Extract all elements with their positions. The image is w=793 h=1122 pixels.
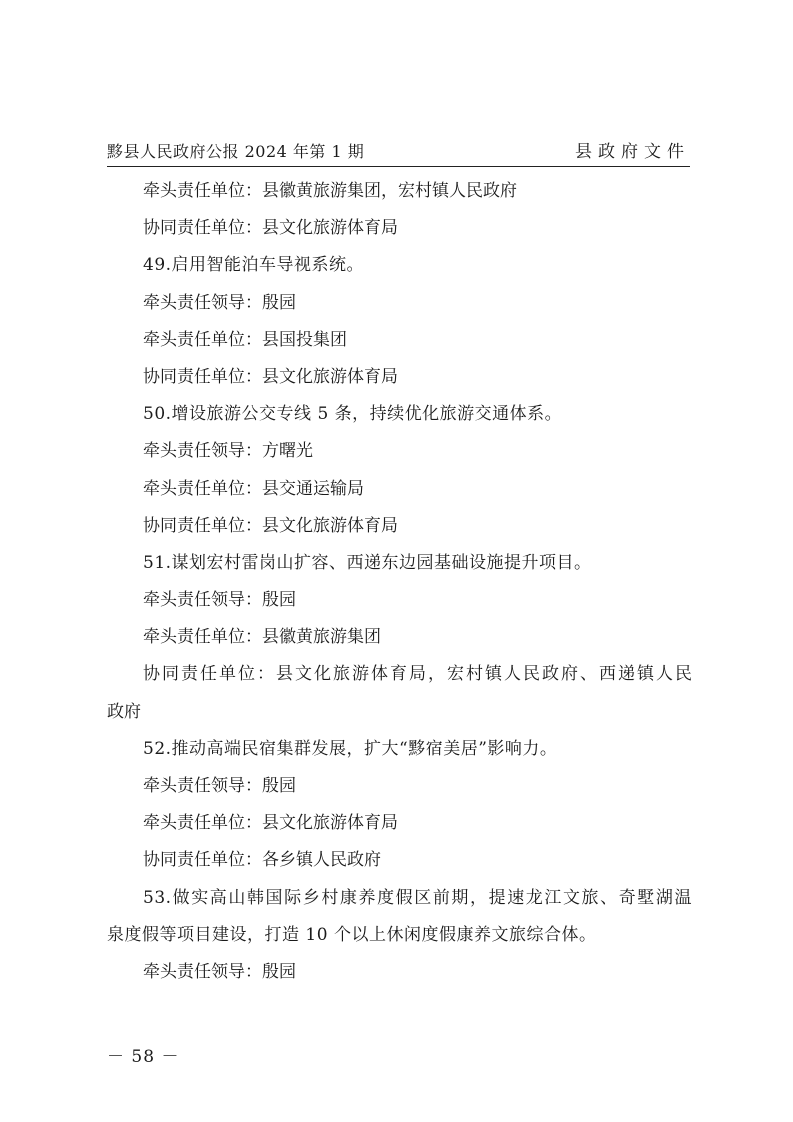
text-line: 协同责任单位：县文化旅游体育局 <box>143 366 398 387</box>
text-line: 牵头责任领导：方曙光 <box>143 441 313 462</box>
text-line: 协同责任单位：县文化旅游体育局 <box>143 218 398 239</box>
item-heading: 53.做实高山韩国际乡村康养度假区前期，提速龙江文旅、奇墅湖温 <box>143 887 692 908</box>
text-line: 协同责任单位：各乡镇人民政府 <box>143 850 381 871</box>
text-line: 牵头责任单位：县徽黄旅游集团 <box>143 627 381 648</box>
section-label: 县政府文件 <box>575 142 690 162</box>
item-heading: 49.启用智能泊车导视系统。 <box>143 255 365 276</box>
document-body <box>107 173 692 991</box>
page-header <box>107 140 690 167</box>
text-line: 牵头责任单位：县文化旅游体育局 <box>143 813 398 834</box>
text-line: 协同责任单位：县文化旅游体育局 <box>143 515 398 536</box>
item-heading: 51.谋划宏村雷岗山扩容、西递东边园基础设施提升项目。 <box>143 552 592 573</box>
page-number: － 58 － <box>107 1047 180 1067</box>
item-heading: 50.增设旅游公交专线 5 条，持续优化旅游交通体系。 <box>143 404 563 425</box>
text-line: 牵头责任领导：殷园 <box>143 961 296 982</box>
item-heading: 52.推动高端民宿集群发展，扩大“黟宿美居”影响力。 <box>143 738 558 759</box>
text-line: 牵头责任领导：殷园 <box>143 292 296 313</box>
text-line: 牵头责任领导：殷园 <box>143 590 296 611</box>
text-line: 协同责任单位：县文化旅游体育局，宏村镇人民政府、西递镇人民 <box>143 664 692 685</box>
bulletin-title: 黟县人民政府公报 2024 年第 1 期 <box>107 142 365 161</box>
text-line: 牵头责任领导：殷园 <box>143 776 296 796</box>
text-line: 牵头责任单位：县徽黄旅游集团，宏村镇人民政府 <box>143 181 517 201</box>
item-heading-continuation: 泉度假等项目建设，打造 10 个以上休闲度假康养文旅综合体。 <box>107 924 597 945</box>
text-line: 牵头责任单位：县交通运输局 <box>143 478 364 499</box>
text-line-continuation: 政府 <box>107 701 141 722</box>
text-line: 牵头责任单位：县国投集团 <box>143 329 347 350</box>
